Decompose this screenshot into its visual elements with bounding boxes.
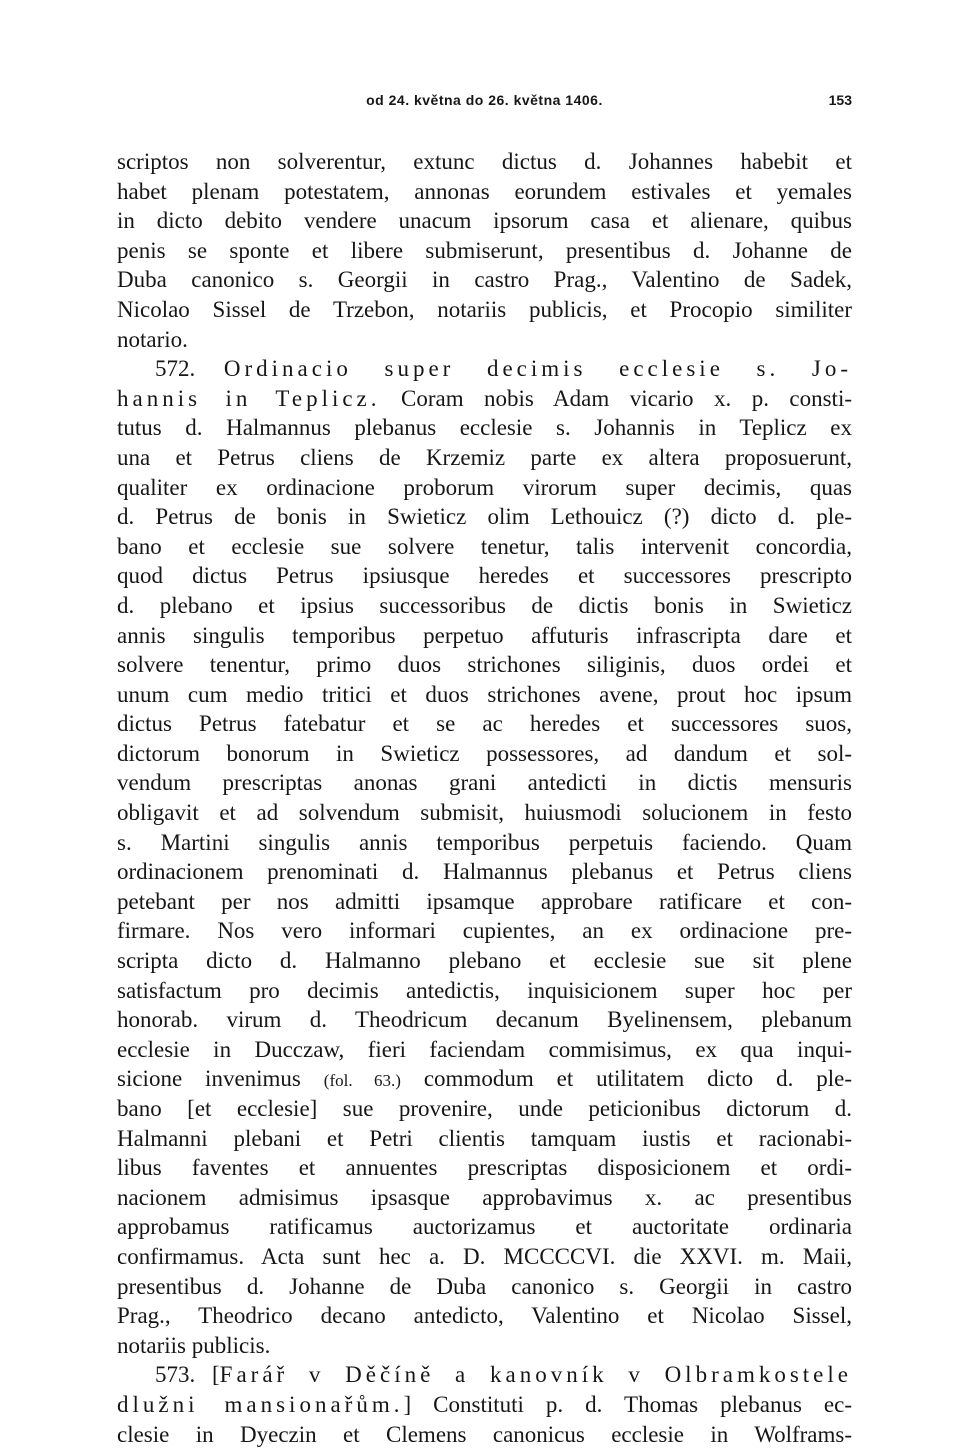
line-segment: una et Petrus cliens de Krzemiz parte ex altera proposuerunt, <box>117 444 852 470</box>
text-line <box>117 650 852 680</box>
line-segment: firmare. Nos vero informari cupientes, an ex ordinacione pre- <box>117 918 852 944</box>
text-line <box>117 1390 852 1420</box>
text-line <box>117 354 852 384</box>
text-line <box>117 680 852 710</box>
line-segment: solvere tenentur, primo duos strichones siliginis, duos ordei et <box>117 652 852 678</box>
text-line <box>117 325 852 355</box>
folio-reference: (fol. 63.) <box>323 1071 401 1091</box>
text-line <box>117 532 852 562</box>
text-line <box>117 1005 852 1035</box>
text-line <box>117 413 852 443</box>
line-segment: qualiter ex ordinacione proborum virorum super decimis, quas <box>117 474 852 500</box>
text-line <box>117 828 852 858</box>
line-segment: quod dictus Petrus ipsiusque heredes et successores prescripto <box>117 563 852 589</box>
text-line <box>117 1124 852 1154</box>
line-segment: habet plenam potestatem, annonas eorundem estivales et yemales <box>117 178 852 204</box>
line-segment: bano [et ecclesie] sue provenire, unde peticionibus dictorum d. <box>117 1096 852 1121</box>
line-segment: satisfactum pro decimis antedictis, inquisicionem super hoc per <box>117 977 852 1003</box>
line-segment: annis singulis temporibus perpetuo affuturis infrascripta dare et <box>117 622 852 648</box>
text-line <box>117 147 852 177</box>
text-line <box>117 384 852 414</box>
text-line <box>117 502 852 532</box>
text-line <box>117 1242 852 1272</box>
line-segment: dictorum bonorum in Swieticz possessores, ad dandum et sol- <box>117 740 852 766</box>
line-segment: honorab. virum d. Theodricum decanum Byelinensem, plebanum <box>117 1007 852 1033</box>
text-line <box>117 768 852 798</box>
spaced-heading-text: dlužni mansionařům. <box>117 1391 404 1417</box>
line-segment: in dicto debito vendere unacum ipsorum casa et alienare, quibus <box>117 208 852 234</box>
line-segment: confirmamus. Acta sunt hec a. D. MCCCCVI. die XXVI. m. Maii, <box>117 1243 852 1269</box>
line-segment: scriptos non solverentur, extunc dictus d. Johannes habebit et <box>117 149 852 174</box>
text-line <box>117 1035 852 1065</box>
text-line <box>117 621 852 651</box>
text-line <box>117 887 852 917</box>
line-segment: notariis publicis. <box>117 1332 271 1358</box>
text-line <box>117 1094 852 1124</box>
text-line <box>117 295 852 325</box>
line-segment: ordinacionem prenominati d. Halmannus plebanus et Petrus cliens <box>117 859 852 885</box>
line-segment: Duba canonico s. Georgii in castro Prag., Valentino de Sadek, <box>117 267 852 293</box>
line-segment: petebant per nos admitti ipsamque approbare ratificare et con- <box>117 888 852 914</box>
line-segment: presentibus d. Johanne de Duba canonico s. Georgii in castro <box>117 1273 852 1299</box>
line-segment: ecclesie in Ducczaw, fieri faciendam commisimus, ex qua inqui- <box>117 1036 852 1062</box>
line-segment: vendum prescriptas anonas grani antedicti in dictis mensuris <box>117 770 852 796</box>
text-line <box>117 1153 852 1183</box>
body-text <box>117 147 852 1449</box>
line-segment: sicione invenimus <box>117 1066 324 1092</box>
line-segment: Coram nobis Adam vicario x. p. consti- <box>380 385 852 411</box>
text-line <box>117 798 852 828</box>
line-segment: bano et ecclesie sue solvere tenetur, talis intervenit concordia, <box>117 533 852 559</box>
line-segment: 573. [ <box>155 1362 220 1388</box>
line-segment: d. Petrus de bonis in Swieticz olim Lethouicz (?) dicto d. ple- <box>117 504 852 530</box>
line-segment: tutus d. Halmannus plebanus ecclesie s. Johannis in Teplicz ex <box>117 415 852 441</box>
running-title: od 24. května do 26. května 1406. <box>366 92 603 108</box>
line-segment: approbamus ratificamus auctorizamus et auctoritate ordinaria <box>117 1214 852 1240</box>
line-segment: Nicolao Sissel de Trzebon, notariis publicis, et Procopio similiter <box>117 296 852 322</box>
page-number: 153 <box>828 92 852 108</box>
text-line <box>117 591 852 621</box>
spaced-heading-text: Ordinacio super decimis ecclesie s. Jo- <box>223 356 852 382</box>
text-line <box>117 1064 852 1094</box>
line-segment: penis se sponte et libere submiserunt, presentibus d. Johanne de <box>117 237 852 263</box>
text-line <box>117 946 852 976</box>
line-segment: dictus Petrus fatebatur et se ac heredes et successores suos, <box>117 711 852 737</box>
line-segment: d. plebano et ipsius successoribus de dictis bonis in Swieticz <box>117 592 852 618</box>
text-line <box>117 265 852 295</box>
text-line <box>117 206 852 236</box>
text-line <box>117 1212 852 1242</box>
line-segment: Prag., Theodrico decano antedicto, Valentino et Nicolao Sissel, <box>117 1303 852 1329</box>
text-line <box>117 916 852 946</box>
spaced-heading-text: hannis in Teplicz. <box>117 385 381 411</box>
line-segment: unum cum medio tritici et duos strichones avene, prout hoc ipsum <box>117 681 852 707</box>
text-line <box>117 1360 852 1390</box>
text-line <box>117 976 852 1006</box>
text-line <box>117 1331 852 1361</box>
text-line <box>117 1301 852 1331</box>
text-line <box>117 709 852 739</box>
line-segment: commodum et utilitatem dicto d. ple- <box>400 1066 852 1092</box>
text-line <box>117 473 852 503</box>
line-segment: Halmanni plebani et Petri clientis tamquam iustis et racionabi- <box>117 1125 852 1151</box>
line-segment: 572. <box>155 356 224 382</box>
line-segment: libus faventes et annuentes prescriptas disposicionem et ordi- <box>117 1155 852 1181</box>
line-segment: nacionem admisimus ipsasque approbavimus x. ac presentibus <box>117 1184 852 1210</box>
text-line <box>117 1420 852 1449</box>
spaced-heading-text: Farář v Děčíně a kanovník v Olbramkostele <box>219 1362 852 1388</box>
line-segment: obligavit et ad solvendum submisit, huiusmodi solucionem in festo <box>117 800 852 826</box>
text-line <box>117 443 852 473</box>
text-line <box>117 236 852 266</box>
text-line <box>117 857 852 887</box>
line-segment: scripta dicto d. Halmanno plebano et ecclesie sue sit plene <box>117 948 852 974</box>
page-header <box>117 92 852 116</box>
line-segment: clesie in Dyeczin et Clemens canonicus ecclesie in Wolframs- <box>117 1421 852 1447</box>
line-segment: ] Constituti p. d. Thomas plebanus ec- <box>403 1391 852 1417</box>
line-segment: s. Martini singulis annis temporibus perpetuis faciendo. Quam <box>117 829 852 855</box>
text-line <box>117 177 852 207</box>
line-segment: notario. <box>117 326 188 352</box>
text-line <box>117 739 852 769</box>
text-line <box>117 1183 852 1213</box>
text-line <box>117 1272 852 1302</box>
text-line <box>117 561 852 591</box>
